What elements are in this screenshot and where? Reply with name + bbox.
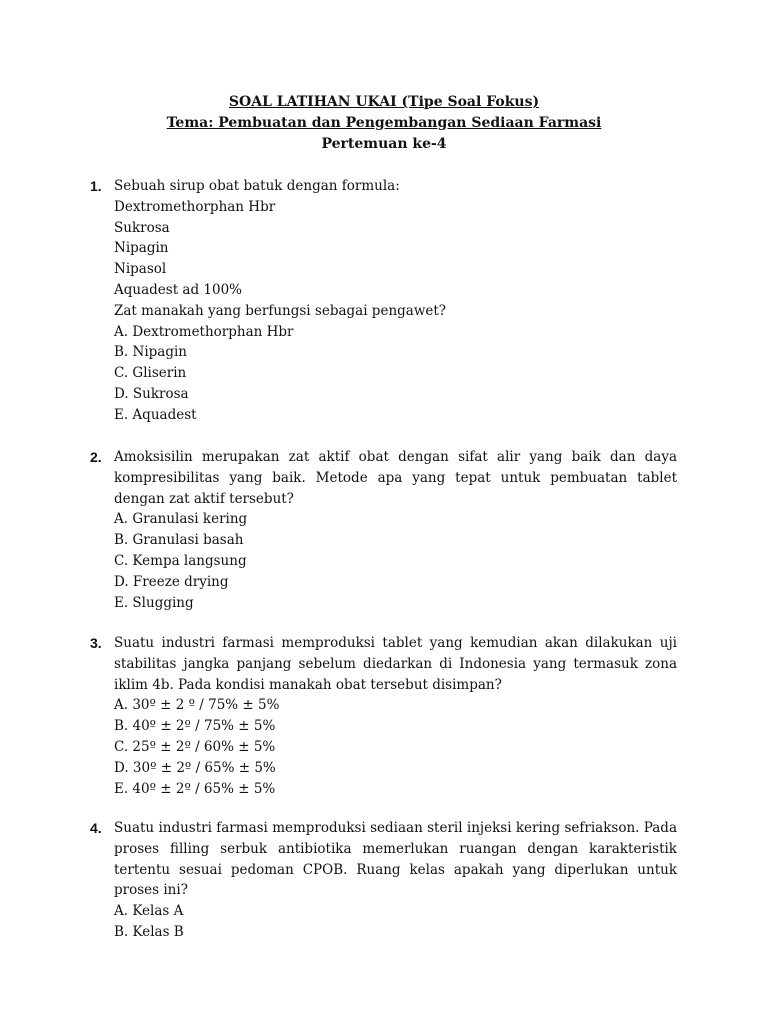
- answer-option: D. 30º ± 2º / 65% ± 5%: [114, 759, 276, 776]
- question-4: [90, 818, 677, 943]
- question-text: Amoksisilin merupakan zat aktif obat dengan sifat alir yang baik dan daya kompresibilitas yang baik. Metode apa yang tepat untuk pembuatan tablet dengan zat aktif tersebut?: [114, 449, 677, 507]
- answer-option: A. 30º ± 2 º / 75% ± 5%: [114, 697, 280, 714]
- answer-option: E. Slugging: [114, 594, 194, 611]
- document-title: SOAL LATIHAN UKAI (Tipe Soal Fokus): [228, 94, 540, 110]
- answer-option: C. Kempa langsung: [114, 552, 247, 569]
- formula-item: Sukrosa: [114, 219, 170, 236]
- document-header: [0, 92, 768, 154]
- question-body: [114, 818, 677, 943]
- question-text: Suatu industri farmasi memproduksi sediaan steril injeksi kering sefriakson. Pada proses filling serbuk antibiotika memerlukan ruangan dengan karakteristik tertentu sesuai pedoman CPOB. Ruang kelas apakah yang diperlukan untuk proses ini?: [114, 820, 677, 899]
- document-theme: Tema: Pembuatan dan Pengembangan Sediaan Farmasi: [166, 114, 602, 131]
- question-3: [90, 633, 677, 799]
- answer-option: C. 25º ± 2º / 60% ± 5%: [114, 738, 276, 755]
- question-line: Zat manakah yang berfungsi sebagai pengawet?: [114, 302, 447, 319]
- answer-option: B. Nipagin: [114, 344, 187, 361]
- answer-option: B. 40º ± 2º / 75% ± 5%: [114, 718, 276, 735]
- question-text: Suatu industri farmasi memproduksi tablet yang kemudian akan dilakukan uji stabilitas jangka panjang sebelum diedarkan di Indonesia yang termasuk zona iklim 4b. Pada kondisi manakah obat tersebut disimpan?: [114, 635, 677, 693]
- formula-item: Nipagin: [114, 240, 169, 257]
- answer-option: A. Granulasi kering: [114, 511, 248, 528]
- question-number: 1.: [90, 178, 102, 194]
- question-body: [114, 447, 677, 613]
- meeting-label: Pertemuan ke-4: [321, 135, 447, 152]
- answer-option: A. Dextromethorphan Hbr: [114, 323, 294, 340]
- answer-option: E. Aquadest: [114, 406, 197, 423]
- question-number: 2.: [90, 449, 102, 465]
- question-body: [114, 176, 677, 426]
- answer-option: D. Freeze drying: [114, 573, 229, 590]
- answer-option: D. Sukrosa: [114, 385, 189, 402]
- answer-option: A. Kelas A: [114, 903, 184, 920]
- question-2: [90, 447, 677, 613]
- answer-option: B. Kelas B: [114, 923, 184, 940]
- formula-item: Dextromethorphan Hbr: [114, 198, 276, 215]
- question-body: [114, 633, 677, 799]
- formula-item: Nipasol: [114, 261, 167, 278]
- answer-option: C. Gliserin: [114, 365, 187, 382]
- answer-option: B. Granulasi basah: [114, 532, 244, 549]
- question-1: [90, 176, 677, 426]
- formula-item: Aquadest ad 100%: [114, 281, 242, 298]
- answer-option: E. 40º ± 2º / 65% ± 5%: [114, 780, 276, 797]
- question-number: 3.: [90, 635, 102, 651]
- question-number: 4.: [90, 820, 102, 836]
- question-line: Sebuah sirup obat batuk dengan formula:: [114, 178, 400, 194]
